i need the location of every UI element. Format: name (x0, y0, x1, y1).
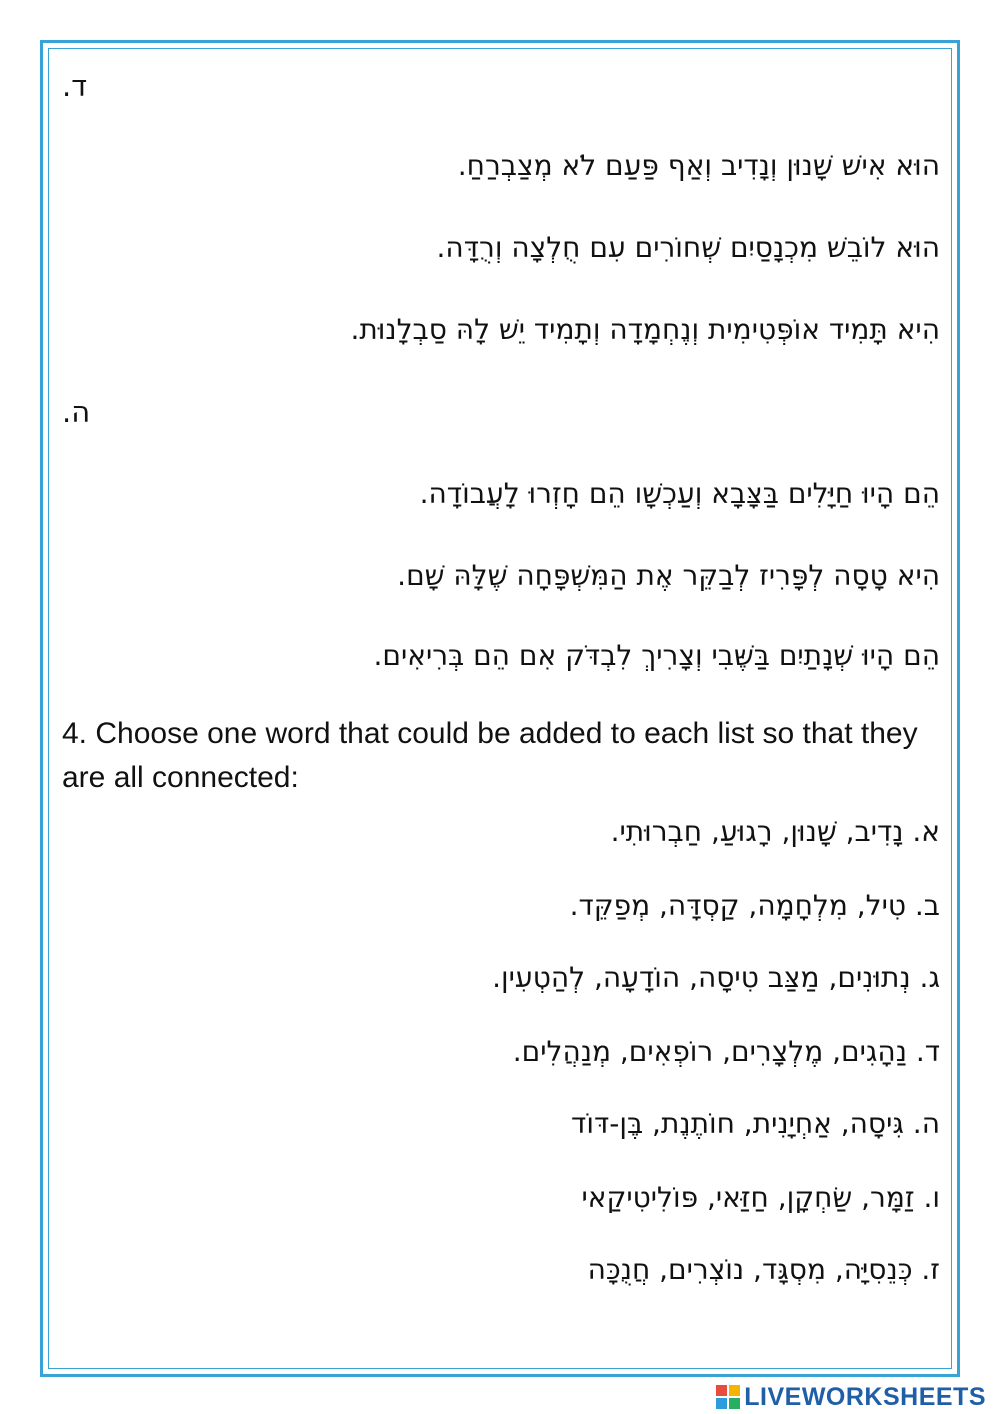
word-list-z: ז. כְּנֵסִיָּה, מִסְגָּד, נוֹצְרִים, חֲנֻכָּה (587, 1253, 940, 1286)
section-d-sentence-1: הוּא אִישׁ שָׁנוּן וְנָדִיב וְאַף פַּעַם לֹא מְצַבְרַחַ. (457, 149, 940, 182)
word-list-h: ה. גִּיסָה, אַחְיָנִית, חוֹתֶנֶת, בֶּן-דּוֹד (571, 1107, 940, 1140)
section-d-sentence-2: הוּא לוֹבֵשׁ מִכְנָסַיִם שְׁחוֹרִים עִם חֻלְצָה וְרֻדָּה. (436, 231, 940, 264)
section-h-heading: ה. (62, 395, 91, 429)
section-d-heading: ד. (62, 69, 88, 103)
section-h-sentence-3: הֵם הָיוּ שְׁנָתַיִם בַּשֶּׁבִי וְצָרִיךְ לִבְדֹּק אִם הֵם בְּרִיאִים. (373, 639, 940, 672)
word-list-a: א. נָדִיב, שָׁנוּן, רָגוּעַ, חַבְרוּתִי. (610, 815, 940, 848)
section-h-sentence-1: הֵם הָיוּ חַיָּלִים בַּצָּבָא וְעַכְשָׁו הֵם חָזְרוּ לָעֲבוֹדָה. (419, 477, 940, 510)
liveworksheets-logo-icon (716, 1385, 740, 1409)
word-list-d: ד. נַהָגִים, מֶלְצָרִים, רוֹפְאִים, מְנַהֲלִים. (512, 1035, 940, 1068)
liveworksheets-wordmark: LIVEWORKSHEETS (744, 1382, 986, 1411)
word-list-v: ו. זַמָּר, שַׂחְקָן, חַזַּאי, פּוֹלִיטִיקַאי (581, 1181, 940, 1214)
question-4-instruction: 4. Choose one word that could be added to each list so that they are all connected: (62, 717, 918, 794)
word-list-g: ג. נְתוּנִים, מַצַּב טִיסָה, הוֹדָעָה, לְהַטְעִין. (492, 961, 940, 994)
word-list-b: ב. טִיל, מִלְחָמָה, קַסְדָּה, מְפַקֵּד. (569, 889, 940, 922)
section-d-sentence-3: הִיא תָּמִיד אוֹפְּטִימִית וְנֶחְמָדָה וְתָמִיד יֵשׁ לָהּ סַבְלָנוּת. (350, 313, 940, 346)
liveworksheets-watermark[interactable] (716, 1382, 986, 1412)
section-h-sentence-2: הִיא טָסָה לְפָּרִיז לְבַקֵּר אֶת הַמִּשְׁפָּחָה שֶׁלָּהּ שָׁם. (397, 559, 940, 592)
